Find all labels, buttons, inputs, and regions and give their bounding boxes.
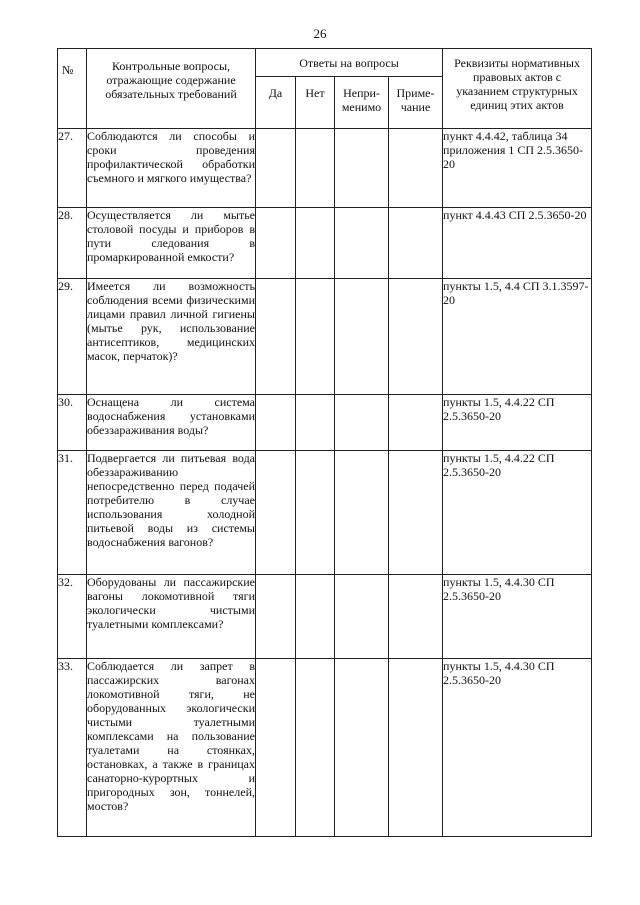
table-row: [58, 208, 592, 279]
header-answer-not-applicable: Непри-менимо: [335, 77, 389, 129]
row-number: 31.: [58, 451, 87, 575]
answer-note-cell[interactable]: [389, 279, 443, 395]
answer-yes-cell[interactable]: [256, 129, 296, 208]
answer-na-cell[interactable]: [335, 395, 389, 451]
table-row: [58, 659, 592, 837]
answer-na-cell[interactable]: [335, 208, 389, 279]
row-requisites: пункты 1.5, 4.4 СП 3.1.3597-20: [443, 279, 592, 395]
row-requisites: пункты 1.5, 4.4.30 СП 2.5.3650-20: [443, 659, 592, 837]
answer-note-cell[interactable]: [389, 208, 443, 279]
row-question: Оборудованы ли пассажирские вагоны локомотивной тяги экологически чистыми туалетными комплексами?: [87, 575, 256, 659]
answer-na-cell[interactable]: [335, 279, 389, 395]
table-row: [58, 279, 592, 395]
answer-no-cell[interactable]: [296, 129, 335, 208]
header-answer-no: Нет: [296, 77, 335, 129]
answer-yes-cell[interactable]: [256, 451, 296, 575]
row-number: 30.: [58, 395, 87, 451]
checklist-table: [57, 48, 592, 837]
row-question: Соблюдается ли запрет в пассажирских вагонах локомотивной тяги, не оборудованных экологически чистыми туалетными комплексами на пользование туалетами на стоянках, остановках, а также в границах санаторно-курортных и пригородных зон, тоннелей, мостов?: [87, 659, 256, 837]
header-requisites: Реквизиты нормативных правовых актов с указанием структурных единиц этих актов: [443, 49, 592, 129]
row-question: Осуществляется ли мытье столовой посуды и приборов в пути следования в промаркированной емкости?: [87, 208, 256, 279]
answer-no-cell[interactable]: [296, 575, 335, 659]
row-number: 32.: [58, 575, 87, 659]
answer-no-cell[interactable]: [296, 279, 335, 395]
answer-no-cell[interactable]: [296, 659, 335, 837]
header-question: Контрольные вопросы, отражающие содержание обязательных требований: [87, 49, 256, 129]
answer-no-cell[interactable]: [296, 451, 335, 575]
row-requisites: пункты 1.5, 4.4.22 СП 2.5.3650-20: [443, 395, 592, 451]
row-question: Подвергается ли питьевая вода обеззараживанию непосредственно перед подачей потребителю в случае использования холодной питьевой воды из системы водоснабжения вагонов?: [87, 451, 256, 575]
row-number: 27.: [58, 129, 87, 208]
table-row: [58, 575, 592, 659]
answer-yes-cell[interactable]: [256, 659, 296, 837]
answer-note-cell[interactable]: [389, 575, 443, 659]
row-question: Имеется ли возможность соблюдения всеми физическими лицами правил личной гигиены (мытье рук, использование антисептиков, медицинских масок, перчаток)?: [87, 279, 256, 395]
page-number: 26: [313, 26, 327, 41]
header-answer-note: Приме-чание: [389, 77, 443, 129]
table-row: [58, 395, 592, 451]
row-number: 29.: [58, 279, 87, 395]
table-header: [58, 49, 592, 129]
header-answer-yes: Да: [256, 77, 296, 129]
table-row: [58, 129, 592, 208]
answer-yes-cell[interactable]: [256, 575, 296, 659]
answer-no-cell[interactable]: [296, 395, 335, 451]
answer-note-cell[interactable]: [389, 451, 443, 575]
row-requisites: пункты 1.5, 4.4.22 СП 2.5.3650-20: [443, 451, 592, 575]
row-requisites: пункт 4.4.43 СП 2.5.3650-20: [443, 208, 592, 279]
answer-na-cell[interactable]: [335, 575, 389, 659]
row-question: Оснащена ли система водоснабжения установками обеззараживания воды?: [87, 395, 256, 451]
row-requisites: пункт 4.4.42, таблица 34 приложения 1 СП 2.5.3650-20: [443, 129, 592, 208]
header-number: №: [58, 49, 87, 129]
row-number: 28.: [58, 208, 87, 279]
answer-yes-cell[interactable]: [256, 395, 296, 451]
answer-yes-cell[interactable]: [256, 208, 296, 279]
table-row: [58, 451, 592, 575]
answer-na-cell[interactable]: [335, 659, 389, 837]
answer-na-cell[interactable]: [335, 451, 389, 575]
row-question: Соблюдаются ли способы и сроки проведения профилактической обработки съемного и мягкого имущества?: [87, 129, 256, 208]
answer-note-cell[interactable]: [389, 395, 443, 451]
answer-no-cell[interactable]: [296, 208, 335, 279]
answer-yes-cell[interactable]: [256, 279, 296, 395]
row-number: 33.: [58, 659, 87, 837]
answer-note-cell[interactable]: [389, 129, 443, 208]
row-requisites: пункты 1.5, 4.4.30 СП 2.5.3650-20: [443, 575, 592, 659]
answer-na-cell[interactable]: [335, 129, 389, 208]
answer-note-cell[interactable]: [389, 659, 443, 837]
header-answers-group: Ответы на вопросы: [256, 49, 443, 77]
